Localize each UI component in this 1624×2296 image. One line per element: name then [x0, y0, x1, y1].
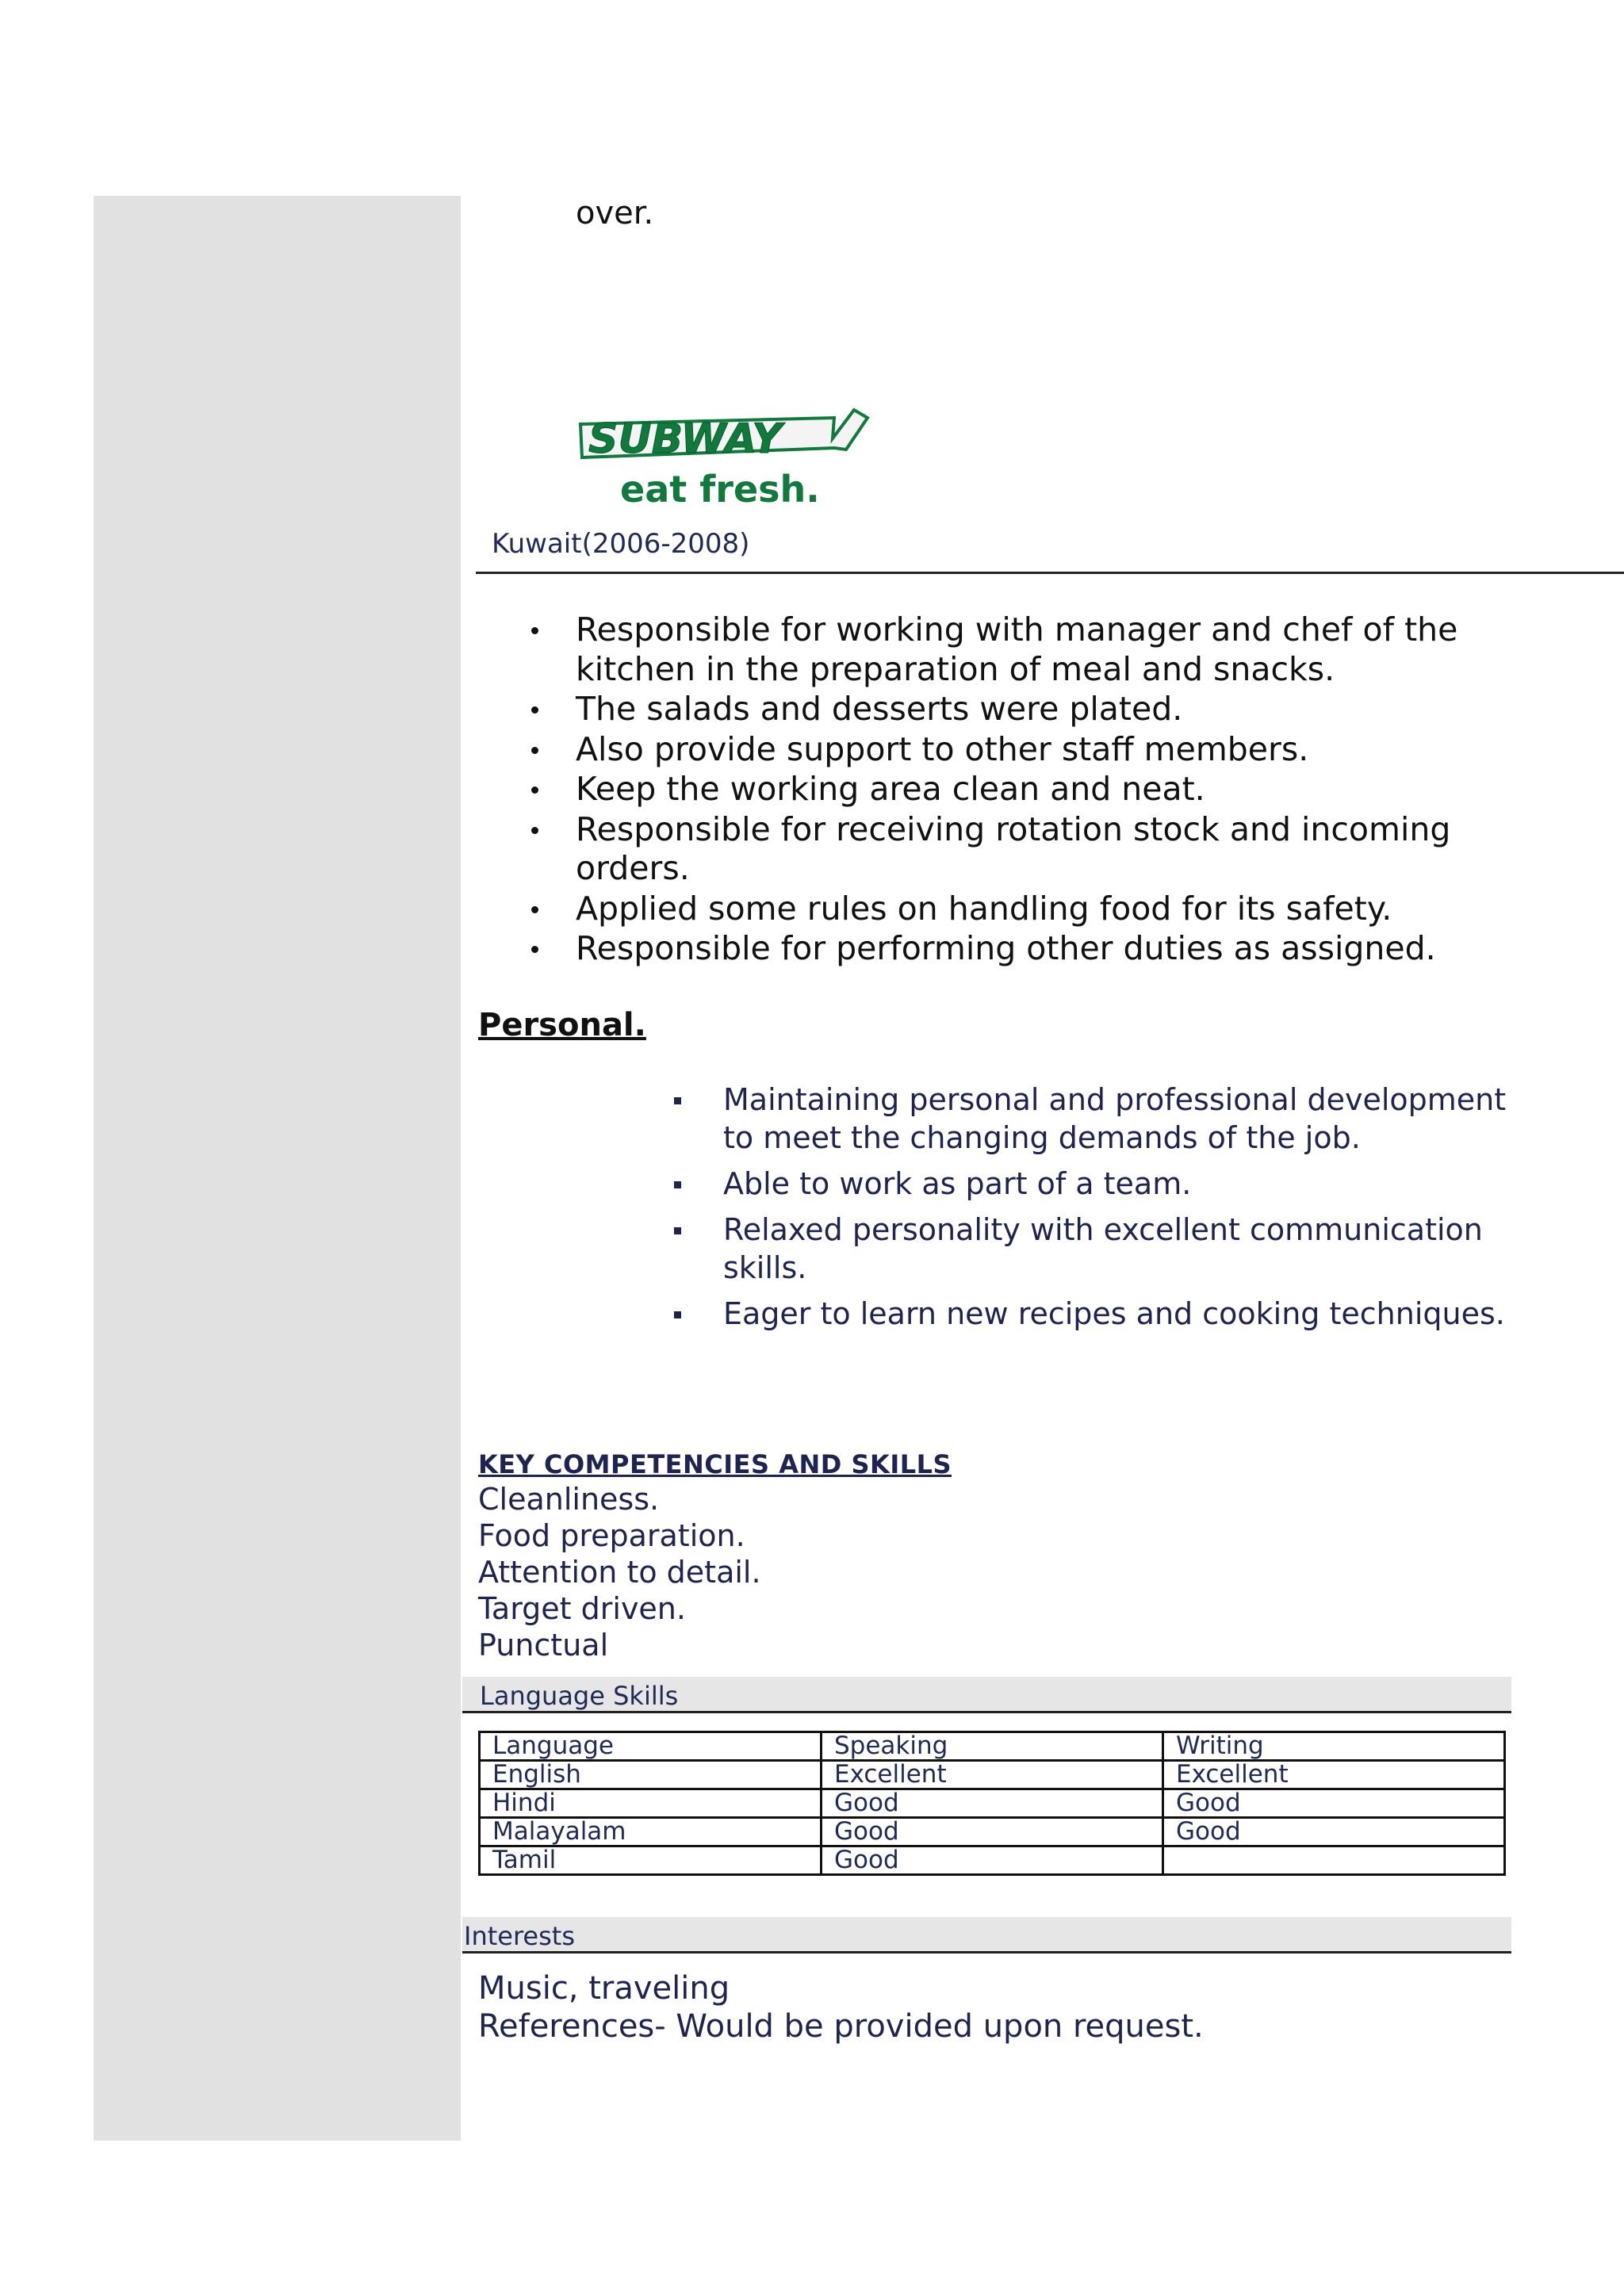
interests-heading: Interests: [464, 1921, 575, 1951]
subway-logo: [573, 400, 874, 511]
table-cell: [1163, 1846, 1505, 1875]
list-item: Cleanliness.: [478, 1482, 660, 1517]
logo-wordmark: SUBWAY: [588, 415, 782, 463]
section-divider: [476, 572, 1624, 574]
list-item: Maintaining personal and professional development to meet the changing demands of the job.: [723, 1081, 1516, 1157]
table-row: [480, 1846, 1505, 1875]
language-skills-table: [478, 1731, 1506, 1876]
list-item: Keep the working area clean and neat.: [576, 770, 1511, 809]
left-sidebar-panel: [94, 196, 461, 2141]
list-item: Also provide support to other staff members.: [576, 730, 1511, 770]
interests-bar: [462, 1917, 1511, 1954]
interests-line: Music, traveling: [478, 1970, 730, 2007]
language-skills-bar: [462, 1677, 1511, 1713]
table-row: [480, 1761, 1505, 1789]
table-cell: Excellent: [1163, 1761, 1505, 1789]
table-cell: English: [480, 1761, 822, 1789]
list-item: Responsible for receiving rotation stock and incoming orders.: [576, 810, 1511, 889]
table-cell: Good: [822, 1789, 1163, 1818]
table-header-row: [480, 1732, 1505, 1761]
table-row: [480, 1818, 1505, 1846]
job-duties-list: [576, 610, 1511, 969]
table-cell: Excellent: [822, 1761, 1163, 1789]
personal-list: [723, 1081, 1516, 1341]
competencies-heading: KEY COMPETENCIES AND SKILLS: [478, 1449, 952, 1479]
table-cell: Malayalam: [480, 1818, 822, 1846]
list-item: Relaxed personality with excellent communication skills.: [723, 1211, 1516, 1287]
table-cell: Good: [822, 1846, 1163, 1875]
personal-heading: Personal.: [478, 1007, 646, 1043]
table-cell: Tamil: [480, 1846, 822, 1875]
list-item: Attention to detail.: [478, 1555, 761, 1590]
interests-text: [478, 1969, 1204, 2045]
continued-text: over.: [576, 195, 654, 232]
table-cell: Good: [822, 1818, 1163, 1846]
list-item: Food preparation.: [478, 1518, 745, 1553]
table-row: [480, 1789, 1505, 1818]
list-item: Responsible for performing other duties as assigned.: [576, 929, 1511, 969]
references-line: References- Would be provided upon request.: [478, 2008, 1204, 2045]
column-header: Writing: [1163, 1732, 1505, 1761]
list-item: Responsible for working with manager and chef of the kitchen in the preparation of meal and snacks.: [576, 610, 1511, 689]
list-item: The salads and desserts were plated.: [576, 690, 1511, 729]
list-item: Punctual: [478, 1628, 609, 1663]
list-item: Target driven.: [478, 1591, 686, 1626]
logo-tagline: eat fresh.: [620, 468, 820, 511]
column-header: Speaking: [822, 1732, 1163, 1761]
table-cell: Good: [1163, 1789, 1505, 1818]
competencies-list: [478, 1481, 761, 1663]
list-item: Able to work as part of a team.: [723, 1165, 1516, 1203]
list-item: Eager to learn new recipes and cooking techniques.: [723, 1295, 1516, 1333]
job-location-period: Kuwait(2006-2008): [492, 528, 750, 560]
table-cell: Hindi: [480, 1789, 822, 1818]
list-item: Applied some rules on handling food for its safety.: [576, 890, 1511, 929]
table-cell: Good: [1163, 1818, 1505, 1846]
column-header: Language: [480, 1732, 822, 1761]
language-skills-heading: Language Skills: [480, 1681, 679, 1711]
